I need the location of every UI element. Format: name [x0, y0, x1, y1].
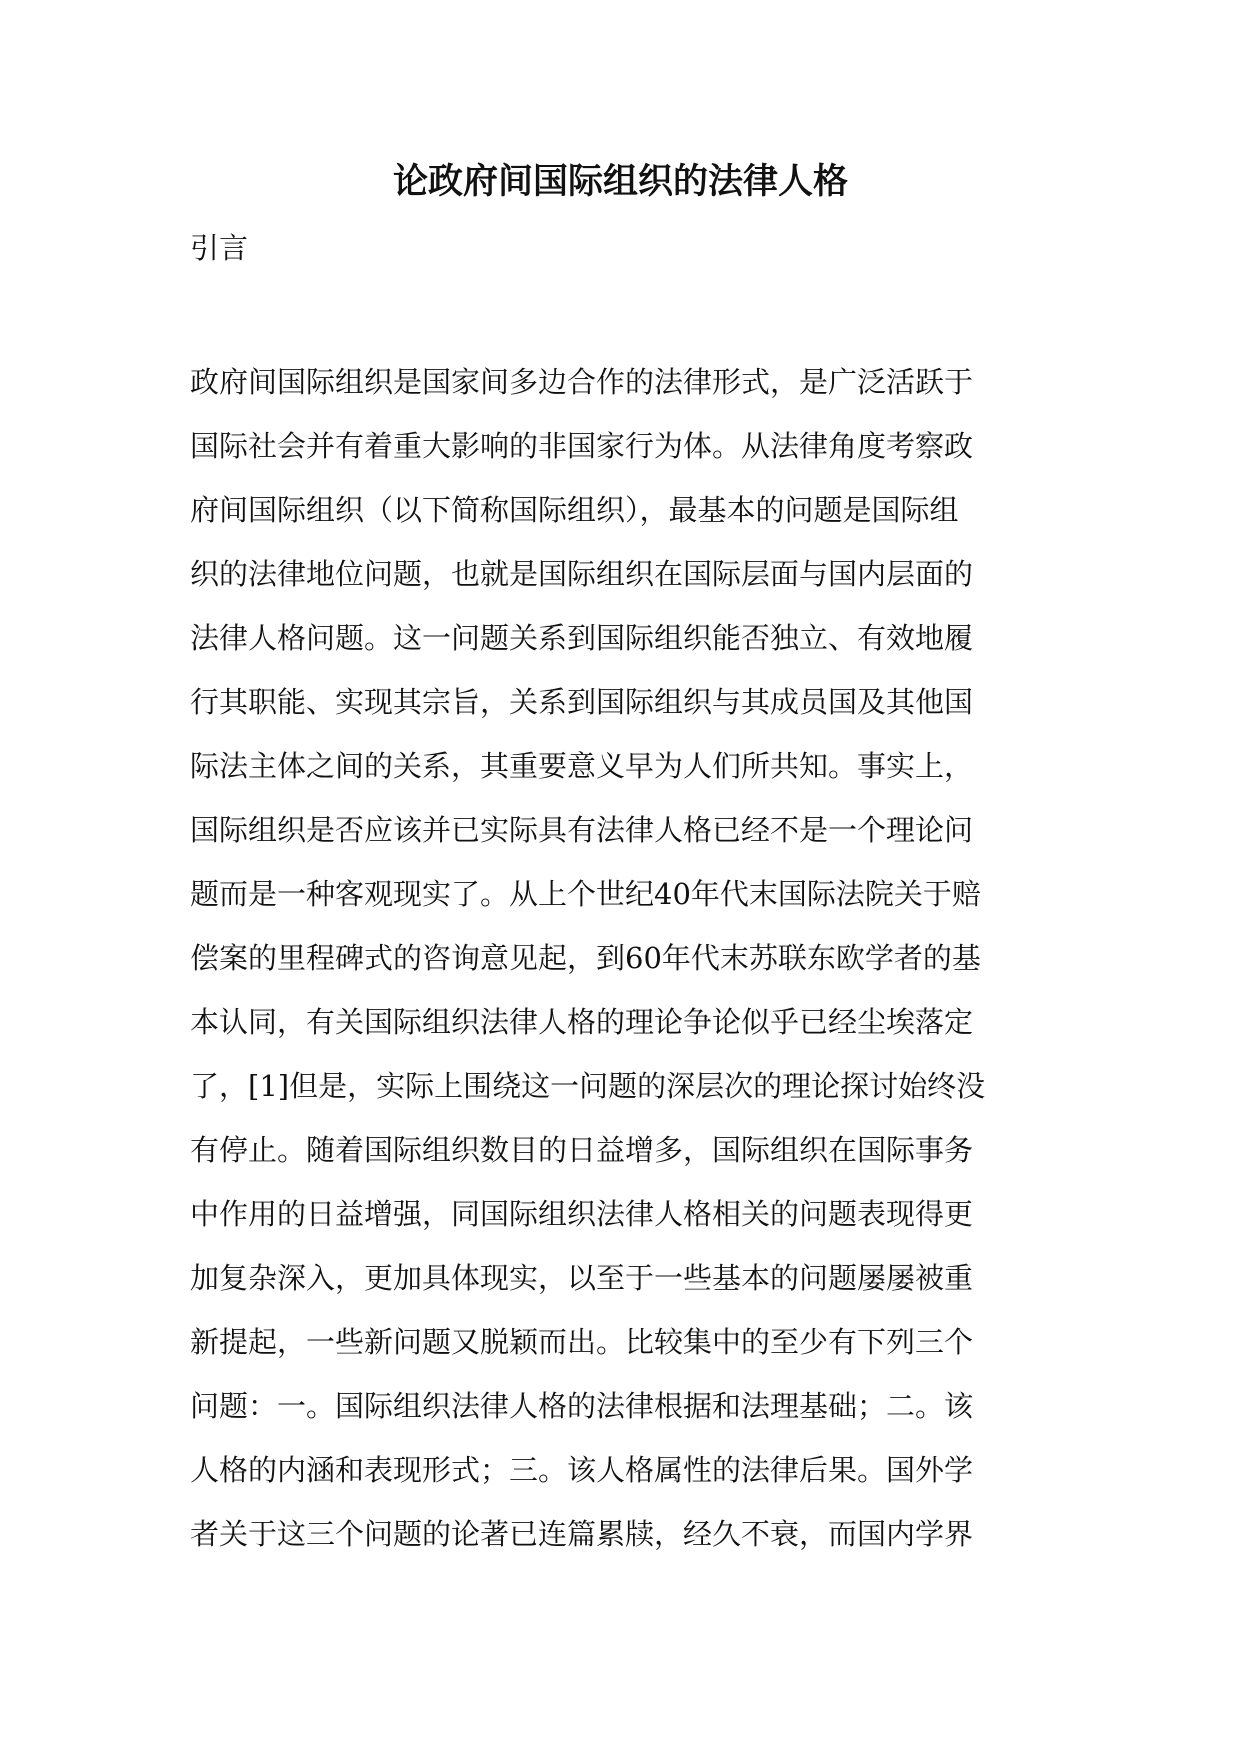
body-line: 本认同，有关国际组织法律人格的理论争论似乎已经尘埃落定	[190, 1005, 974, 1039]
body-line: 国际社会并有着重大影响的非国家行为体。从法律角度考察政	[190, 429, 974, 463]
body-line: 府间国际组织（以下简称国际组织），最基本的问题是国际组	[190, 493, 959, 527]
document-title: 论政府间国际组织的法律人格	[392, 161, 848, 202]
body-line: 织的法律地位问题，也就是国际组织在国际层面与国内层面的	[190, 557, 974, 591]
body-line: 国际组织是否应该并已实际具有法律人格已经不是一个理论问	[190, 813, 974, 847]
body-line: 际法主体之间的关系，其重要意义早为人们所共知。事实上，	[190, 749, 974, 783]
body-line: 者关于这三个问题的论著已连篇累牍，经久不衰，而国内学界	[190, 1517, 974, 1551]
body-line: 问题：一。国际组织法律人格的法律根据和法理基础；二。该	[190, 1389, 974, 1423]
body-line: 行其职能、实现其宗旨，关系到国际组织与其成员国及其他国	[190, 685, 974, 719]
body-line: 新提起，一些新问题又脱颖而出。比较集中的至少有下列三个	[190, 1325, 974, 1359]
body-line: 有停止。随着国际组织数目的日益增多，国际组织在国际事务	[190, 1133, 974, 1167]
body-line: 中作用的日益增强，同国际组织法律人格相关的问题表现得更	[190, 1197, 974, 1231]
body-line: 加复杂深入，更加具体现实，以至于一些基本的问题屡屡被重	[190, 1261, 974, 1295]
section-heading: 引言	[190, 231, 249, 265]
body-line: 人格的内涵和表现形式；三。该人格属性的法律后果。国外学	[190, 1453, 974, 1487]
body-line: 了，[1]但是，实际上围绕这一问题的深层次的理论探讨始终没	[190, 1069, 986, 1103]
body-paragraph	[190, 350, 1050, 1566]
body-line: 法律人格问题。这一问题关系到国际组织能否独立、有效地履	[190, 621, 974, 655]
body-line: 政府间国际组织是国家间多边合作的法律形式，是广泛活跃于	[190, 365, 974, 399]
body-line: 偿案的里程碑式的咨询意见起，到60年代末苏联东欧学者的基	[190, 941, 981, 975]
body-line: 题而是一种客观现实了。从上个世纪40年代末国际法院关于赔	[190, 877, 981, 911]
